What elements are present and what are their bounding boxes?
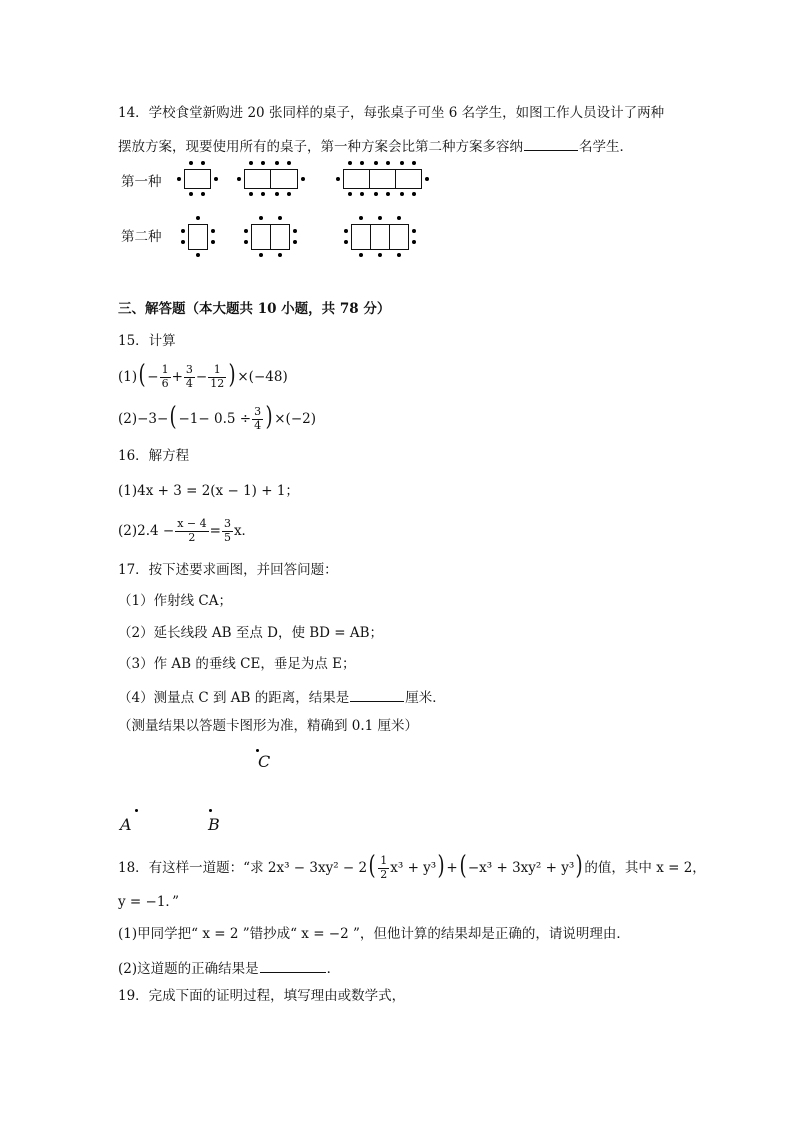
q18-line2: y = −1．” (118, 894, 180, 910)
q17-step1: （1）作射线 CA； (118, 593, 232, 609)
q17-note: （测量结果以答题卡图形为准，精确到 0.1 厘米） (118, 718, 419, 734)
section3-title: 三、解答题（本大题共 10 小题，共 78 分） (118, 301, 391, 317)
q17-answer-blank[interactable] (350, 687, 404, 702)
fraction: $\frac{x - 4}{2}$ (177, 517, 207, 544)
q18-line1: 18．有这样一道题：“求 2x³ − 3xy² − 2 ( $\frac{1}{2}$ x³ + y³ ) + ( −x³ + 3xy² + y³ ) 的值，其中 x = 2， (118, 851, 706, 881)
fraction: $\frac{1}{2}$ (380, 854, 388, 881)
q16-part2: (2) 2.4 − $\frac{x - 4}{2}$ = $\frac{3}{5}$ x． (118, 517, 256, 544)
q14-line1: 14．学校食堂新购进 20 张同样的桌子，每张桌子可坐 6 名学生，如图工作人员设计了两种 (118, 105, 665, 121)
q15-part2: (2) −3− ( −1− 0.5 ÷ $\frac{3}{4}$ ) ×(−2) (118, 402, 316, 432)
seat-dot (301, 177, 305, 181)
seat-dot (189, 192, 193, 196)
point-b-label: B (208, 815, 220, 834)
q15-title: 15．计算 (118, 333, 176, 349)
fraction: $\frac{3}{5}$ (223, 517, 231, 544)
seat-dot (201, 192, 205, 196)
seat-dot (201, 161, 205, 165)
q17-step4: （4）测量点 C 到 AB 的距离，结果是 厘米． (118, 687, 446, 706)
q17-step3: （3）作 AB 的垂线 CE，垂足为点 E； (118, 656, 356, 672)
q18-part1: (1)甲同学把“ x = 2 ”错抄成“ x = −2 ”，但他计算的结果却是正确的，请说明理由． (118, 926, 630, 942)
label-first-scheme: 第一种 (121, 174, 162, 190)
seat-dot (177, 177, 181, 181)
scheme1-table-3 (343, 169, 422, 189)
q16-title: 16．解方程 (118, 448, 190, 464)
q14-line2-text: 摆放方案，现要使用所有的桌子，第一种方案会比第二种方案多容纳 (118, 139, 523, 155)
seat-dot (237, 177, 241, 181)
q14-line2 (118, 136, 633, 155)
fraction: $\frac{3}{4}$ (185, 363, 193, 390)
scheme2-table-1 (188, 224, 208, 250)
seat-dot (214, 177, 218, 181)
point-c-label: C (258, 752, 271, 771)
q18-part2: (2)这道题的正确结果是 ． (118, 958, 340, 977)
label-second-scheme: 第二种 (121, 229, 162, 245)
seat-dot (189, 161, 193, 165)
q16-part1: (1)4x + 3 = 2(x − 1) + 1； (118, 483, 299, 499)
point-b-dot (209, 809, 212, 812)
point-a-dot (135, 809, 138, 812)
scheme2-table-3 (351, 224, 409, 250)
q17-step2: （2）延长线段 AB 至点 D，使 BD = AB； (118, 625, 384, 641)
scheme1-table-1 (184, 169, 211, 189)
q14-line2-tail: 名学生． (579, 139, 633, 155)
fraction: $\frac{1}{6}$ (161, 363, 169, 390)
fraction: $\frac{1}{12}$ (210, 363, 225, 390)
q17-title: 17．按下述要求画图，并回答问题： (118, 562, 338, 578)
q14-answer-blank[interactable] (524, 136, 578, 151)
q15-part1: (1) ( − $\frac{1}{6}$ + $\frac{3}{4}$ − $\frac{1}{12}$ ) ×(−48) (118, 360, 288, 390)
q19-line1: 19．完成下面的证明过程，填写理由或数学式， (118, 988, 406, 1004)
point-a-label: A (120, 815, 132, 834)
fraction: $\frac{3}{4}$ (254, 405, 262, 432)
q18-answer-blank[interactable] (260, 958, 326, 973)
